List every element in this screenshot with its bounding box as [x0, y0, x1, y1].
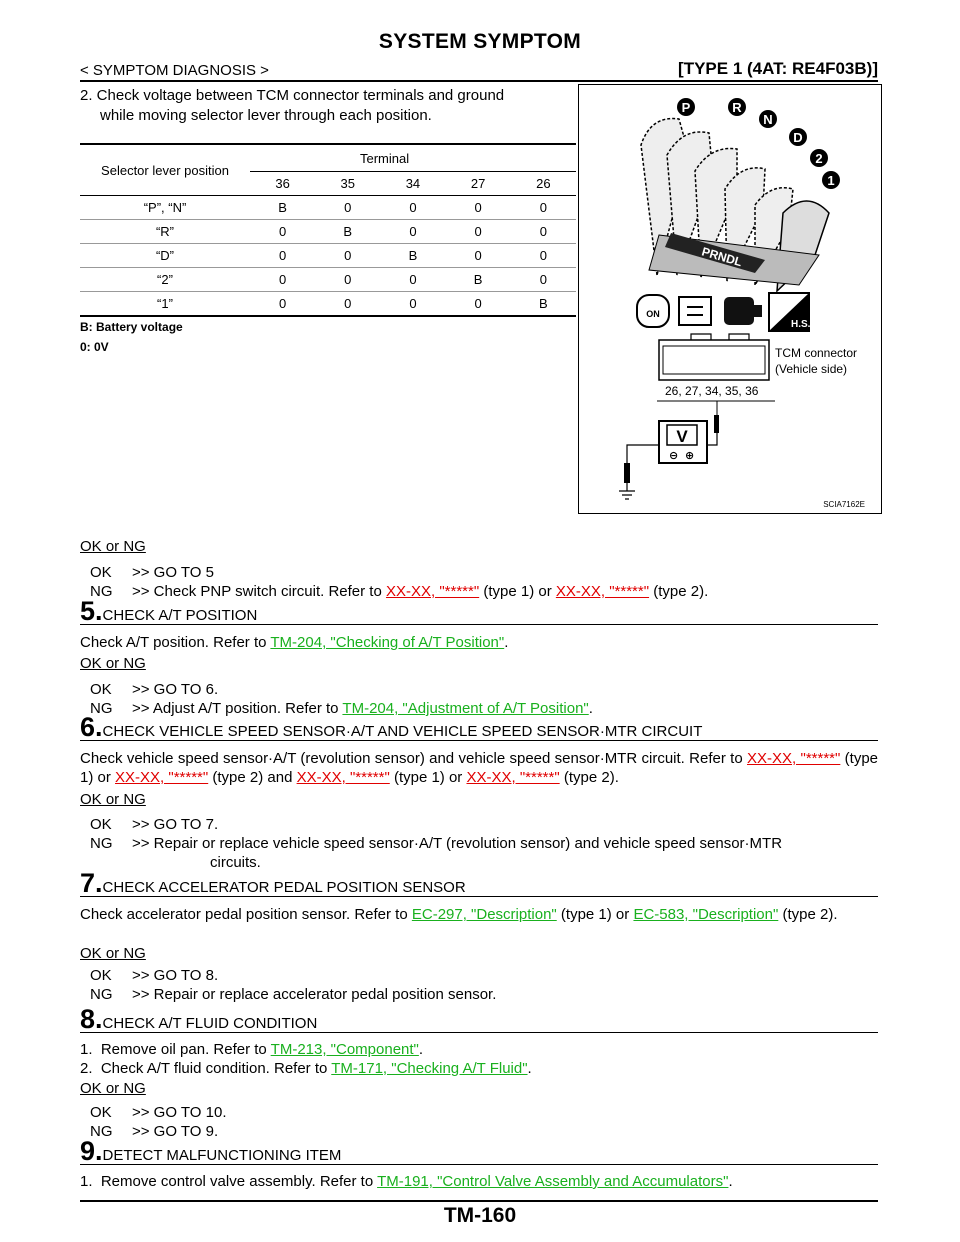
cell-value: 0	[315, 292, 380, 317]
ok-text: >> GO TO 6.	[132, 681, 219, 698]
ng-text: >> Repair or replace accelerator pedal position sensor.	[132, 986, 497, 1003]
selector-figure	[578, 84, 882, 514]
cell-value: 0	[446, 196, 511, 220]
ok-key: OK	[90, 1104, 112, 1121]
row-position: “1”	[80, 292, 250, 317]
cell-value: B	[511, 292, 576, 317]
ok-key: OK	[90, 681, 112, 698]
ng-text: >> GO TO 9.	[132, 1123, 219, 1140]
step-6-text: Check vehicle speed sensor·A/T (revolution sensor) and vehicle speed sensor·MTR circuit. Refer to XX-XX, "*****" (type 1) or XX-XX, "*****" (type 2) and XX-XX, "*****" (type 1) or XX-XX, "*****" (type 2).	[80, 750, 879, 786]
table-row	[80, 268, 576, 292]
position-r-label: R	[732, 100, 742, 115]
position-n-label: N	[763, 112, 773, 127]
figure-id: SCIA7162E	[823, 500, 865, 509]
row-position: “D”	[80, 244, 250, 268]
svg-text:H.S.: H.S.	[791, 319, 811, 330]
ref-link[interactable]: XX-XX, "*****"	[385, 583, 480, 600]
connector-check-icon	[679, 297, 711, 325]
ng-key: NG	[90, 700, 113, 717]
okng-heading: OK or NG	[80, 1080, 146, 1097]
step-number: 5.	[80, 596, 103, 626]
step-7-heading	[80, 868, 878, 897]
terminal-header: 27	[446, 172, 511, 196]
cell-value: 0	[380, 268, 445, 292]
terminal-header: 36	[250, 172, 315, 196]
ng-text: (type 1) or	[479, 583, 556, 600]
table-row	[80, 244, 576, 268]
svg-text:ON: ON	[646, 309, 660, 319]
model-label: [TYPE 1 (4AT: RE4F03B)]	[678, 59, 878, 78]
position-2-label: 2	[815, 151, 823, 166]
intro-line-1: 2. Check voltage between TCM connector terminals and ground	[80, 87, 505, 104]
cell-value: 0	[446, 292, 511, 317]
okng-heading: OK or NG	[80, 538, 146, 555]
cell-value: 0	[250, 244, 315, 268]
ref-link[interactable]: EC-583, "Description"	[633, 906, 779, 923]
cell-value: 0	[380, 292, 445, 317]
svg-text:⊖: ⊖	[669, 450, 679, 462]
cell-value: 0	[250, 220, 315, 244]
header-rule	[80, 80, 878, 82]
row-position: “R”	[80, 220, 250, 244]
ref-link[interactable]: EC-297, "Description"	[411, 906, 557, 923]
position-1-label: 1	[827, 173, 835, 188]
col-header-terminal: Terminal	[250, 144, 576, 172]
footer-rule	[80, 1200, 878, 1202]
ref-link[interactable]: TM-213, "Component"	[270, 1041, 419, 1058]
gear-plate-text: PRNDL	[700, 244, 744, 270]
result-block	[90, 815, 880, 872]
cell-value: B	[315, 220, 380, 244]
okng-heading: OK or NG	[80, 945, 146, 962]
connector-plug-icon	[724, 297, 762, 325]
step-number: 9.	[80, 1136, 103, 1166]
table-row	[80, 292, 576, 317]
ng-text: (type 2).	[649, 583, 709, 600]
step-5-heading	[80, 596, 878, 625]
step-8-item-1: 1. Remove oil pan. Refer to TM-213, "Component".	[80, 1041, 424, 1058]
step-9-heading	[80, 1136, 878, 1165]
legend-zero: 0: 0V	[80, 340, 109, 354]
cell-value: B	[380, 244, 445, 268]
position-d-label: D	[793, 130, 803, 145]
step-8-heading	[80, 1004, 878, 1033]
ng-text: circuits.	[210, 854, 261, 871]
ng-key: NG	[90, 583, 113, 600]
ok-key: OK	[90, 816, 112, 833]
cell-value: 0	[250, 292, 315, 317]
cell-value: B	[250, 196, 315, 220]
result-block: OK >> GO TO 6. NG >> Adjust A/T position. Refer to TM-204, "Adjustment of A/T Position".	[90, 681, 593, 717]
page-title: SYSTEM SYMPTOM	[378, 30, 582, 53]
terminal-header: 35	[315, 172, 380, 196]
result-block	[90, 966, 496, 1004]
svg-text:⊕: ⊕	[685, 450, 695, 462]
selector-diagram	[579, 85, 881, 513]
ground-icon	[619, 485, 635, 499]
connector-label-line2: (Vehicle side)	[775, 362, 848, 376]
ref-link[interactable]: TM-204, "Checking of A/T Position"	[270, 634, 505, 651]
okng-heading: OK or NG	[80, 655, 146, 672]
terminal-header: 26	[511, 172, 576, 196]
ref-link[interactable]: XX-XX, "*****"	[555, 583, 650, 600]
step-6-heading	[80, 712, 878, 741]
intro-line-2: while moving selector lever through each position.	[100, 107, 432, 124]
cell-value: 0	[380, 196, 445, 220]
cell-value: 0	[511, 268, 576, 292]
tcm-connector-drawing	[659, 334, 769, 380]
ref-link[interactable]: XX-XX, "*****"	[466, 769, 560, 786]
connector-pins-label: 26, 27, 34, 35, 36	[665, 384, 759, 398]
harness-side-icon	[769, 293, 811, 331]
section-label: < SYMPTOM DIAGNOSIS >	[80, 62, 269, 79]
ok-text: >> GO TO 10.	[132, 1104, 227, 1121]
step-label: CHECK VEHICLE SPEED SENSOR·A/T AND VEHICLE SPEED SENSOR·MTR CIRCUIT	[102, 723, 703, 740]
col-header-position: Selector lever position	[80, 144, 250, 196]
step-label: CHECK A/T POSITION	[102, 607, 258, 624]
step-8-item-2: 2. Check A/T fluid condition. Refer to TM-171, "Checking A/T Fluid".	[80, 1060, 532, 1077]
step-number: 7.	[80, 868, 103, 898]
ref-link[interactable]: TM-204, "Adjustment of A/T Position"	[342, 700, 589, 717]
ok-text: >> GO TO 7.	[132, 816, 219, 833]
ng-key: NG	[90, 986, 113, 1003]
ref-link[interactable]: XX-XX, "*****"	[115, 769, 209, 786]
cell-value: 0	[446, 244, 511, 268]
svg-text:V: V	[676, 427, 688, 446]
cell-value: 0	[511, 196, 576, 220]
cell-value: 0	[315, 196, 380, 220]
step-5-text: Check A/T position. Refer to TM-204, "Checking of A/T Position".	[80, 634, 509, 651]
ref-link[interactable]: XX-XX, "*****"	[296, 769, 390, 786]
ng-text: >> Check PNP switch circuit. Refer to	[132, 583, 386, 600]
cell-value: 0	[446, 220, 511, 244]
ng-text: >> Adjust A/T position. Refer to	[132, 700, 343, 717]
row-position: “2”	[80, 268, 250, 292]
step-label: CHECK ACCELERATOR PEDAL POSITION SENSOR	[102, 879, 466, 896]
ok-key: OK	[90, 967, 112, 984]
step-label: DETECT MALFUNCTIONING ITEM	[102, 1147, 342, 1164]
cell-value: 0	[315, 244, 380, 268]
ignition-on-icon	[637, 295, 669, 327]
ref-link[interactable]: TM-171, "Checking A/T Fluid"	[331, 1060, 528, 1077]
step-9-item-1: 1. Remove control valve assembly. Refer to TM-191, "Control Valve Assembly and Accumulators".	[80, 1173, 733, 1190]
step-number: 8.	[80, 1004, 103, 1034]
ok-text: >> GO TO 8.	[132, 967, 219, 984]
voltmeter-icon	[659, 421, 707, 463]
ok-text: >> GO TO 5	[132, 564, 214, 581]
cell-value: 0	[511, 220, 576, 244]
page-number: TM-160	[443, 1204, 517, 1227]
cell-value: 0	[380, 220, 445, 244]
ref-link[interactable]: TM-191, "Control Valve Assembly and Accumulators"	[377, 1173, 729, 1190]
ng-key: NG	[90, 1123, 113, 1140]
cell-value: 0	[511, 244, 576, 268]
step-label: CHECK A/T FLUID CONDITION	[102, 1015, 318, 1032]
table-row	[80, 196, 576, 220]
step-number: 6.	[80, 712, 103, 742]
ref-link[interactable]: XX-XX, "*****"	[747, 750, 841, 767]
connector-label-line1: TCM connector	[775, 346, 858, 360]
voltage-table	[80, 143, 576, 317]
row-position: “P”, “N”	[80, 196, 250, 220]
ng-key: NG	[90, 835, 113, 852]
table-row	[80, 220, 576, 244]
legend-battery: B: Battery voltage	[80, 320, 183, 334]
cell-value: B	[446, 268, 511, 292]
intro-instruction	[80, 86, 580, 126]
ng-text: >> Repair or replace vehicle speed sensor·A/T (revolution sensor) and vehicle speed sensor·MTR	[132, 835, 783, 852]
position-p-label: P	[681, 100, 691, 115]
okng-heading: OK or NG	[80, 791, 146, 808]
cell-value: 0	[250, 268, 315, 292]
step-7-text: Check accelerator pedal position sensor. Refer to EC-297, "Description" (type 1) or EC-583, "Description" (type 2).	[80, 906, 838, 923]
terminal-header: 34	[380, 172, 445, 196]
cell-value: 0	[315, 268, 380, 292]
ok-key: OK	[90, 564, 112, 581]
